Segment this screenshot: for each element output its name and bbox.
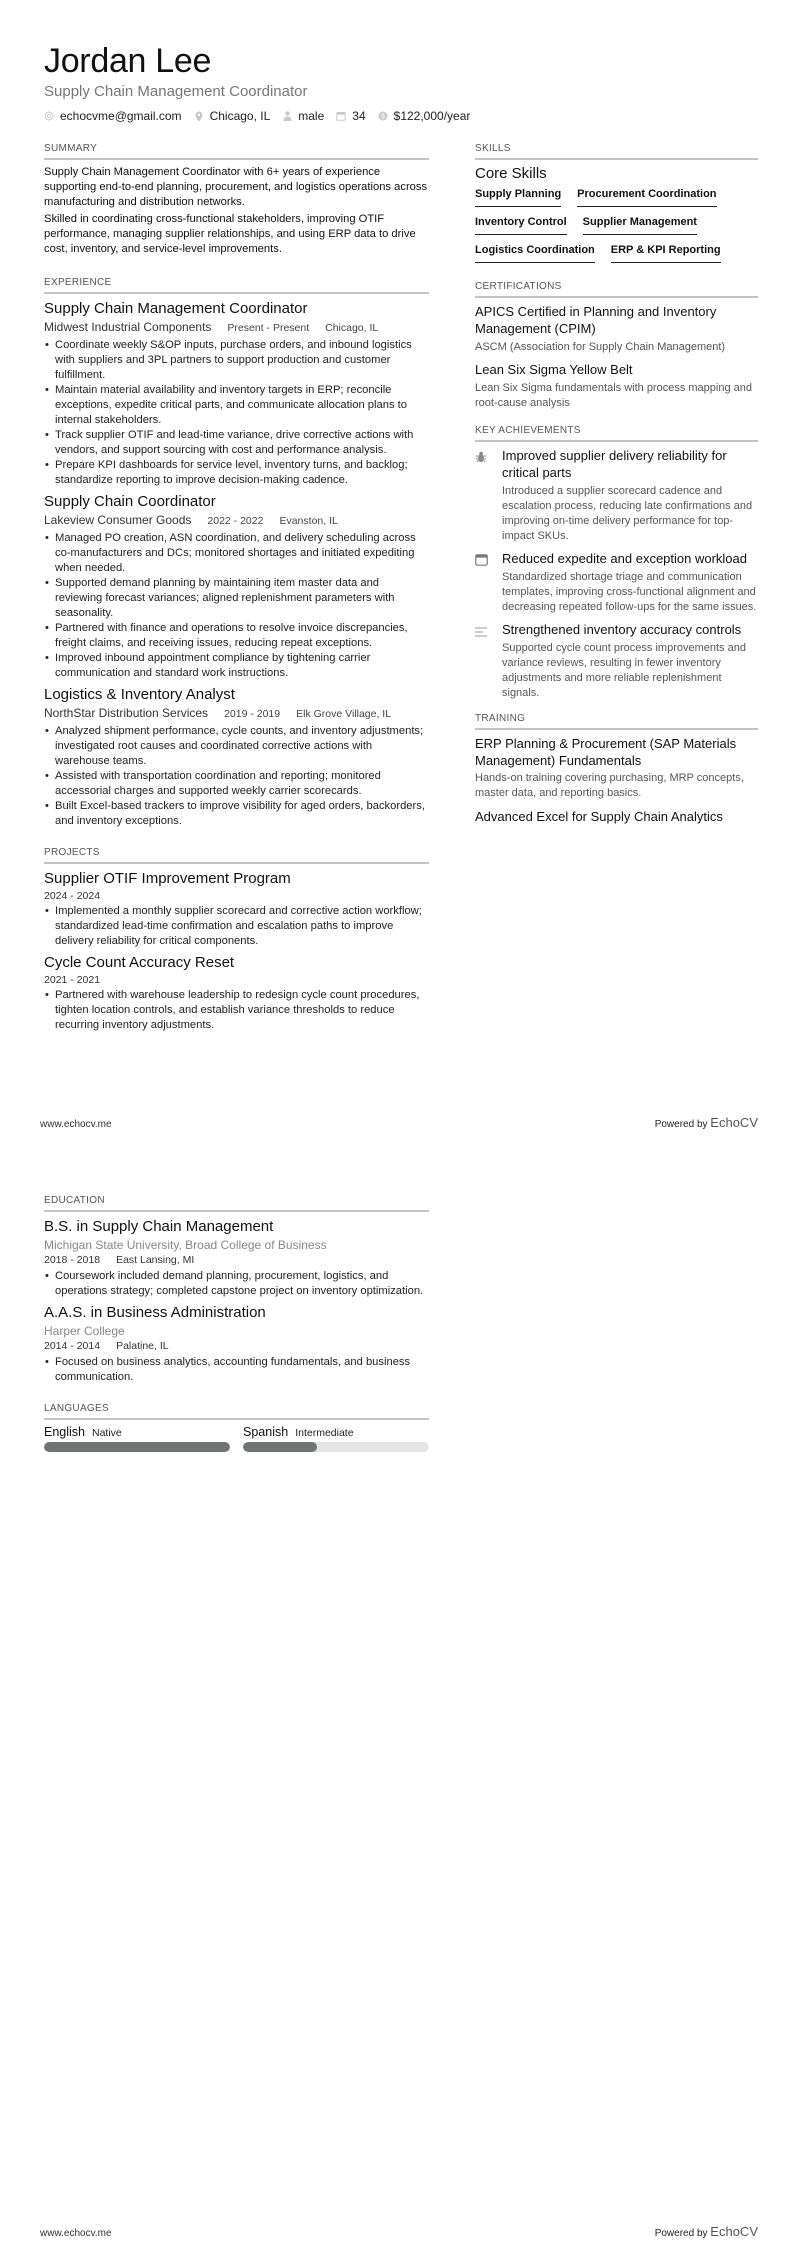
achievement-title: Improved supplier delivery reliability for critical parts: [502, 448, 727, 480]
brand-logo: EchoCV: [710, 2224, 758, 2239]
certification-description: Lean Six Sigma fundamentals with process mapping and root-cause analysis: [475, 382, 752, 409]
summary-paragraph: Skilled in coordinating cross-functional stakeholders, improving OTIF performance, managing supplier relationships, and using ERP data to drive cost, inventory, and service-level improvements.: [44, 213, 416, 255]
education-school: Michigan State University, Broad College of Business: [44, 1238, 327, 1252]
section-heading: EXPERIENCE: [44, 277, 429, 294]
language-name: Spanish: [243, 1425, 289, 1439]
language-proficiency-fill: [44, 1442, 230, 1452]
resume-page-2: [0, 1132, 794, 2246]
education-meta: [44, 1253, 429, 1268]
contact-age: 34: [336, 109, 365, 123]
candidate-title: Supply Chain Management Coordinator: [44, 83, 308, 100]
bullet-item: • Supported demand planning by maintaining item master data and reviewing forecast variances; aligned replenishment parameters with seasonality.: [44, 576, 429, 621]
education-section: [44, 1195, 429, 1385]
projects-section: [44, 847, 429, 1033]
bullet-item: • Partnered with warehouse leadership to redesign cycle count procedures, tighten location controls, and establish variance thresholds to reduce recurring inventory adjustments.: [44, 988, 429, 1033]
job-location: Elk Grove Village, IL: [296, 708, 392, 720]
certifications-section: [475, 281, 758, 411]
page-footer: [40, 2224, 758, 2239]
section-heading: CERTIFICATIONS: [475, 281, 758, 298]
bullet-item: • Improved inbound appointment compliance by tightening carrier communication and standard work instructions.: [44, 651, 429, 681]
certification-name: Lean Six Sigma Yellow Belt: [475, 362, 633, 377]
calendar-icon: [475, 550, 502, 615]
achievement-description: Introduced a supplier scorecard cadence and escalation process, reducing late confirmations and improving on-time delivery performance for top-impact SKUs.: [502, 485, 753, 542]
certification-name: APICS Certified in Planning and Inventory Management (CPIM): [475, 304, 717, 336]
language-level: Native: [92, 1427, 122, 1439]
experience-section: [44, 277, 429, 829]
job-bullets: [44, 338, 429, 488]
achievement-entry: [475, 550, 758, 615]
education-bullets: [44, 1355, 429, 1385]
job-dates: Present - Present: [227, 322, 310, 334]
certification-entry: [475, 303, 758, 355]
bullet-item: • Prepare KPI dashboards for service level, inventory turns, and backlog; standardize reporting to improve decision-making cadence.: [44, 458, 429, 488]
education-degree: A.A.S. in Business Administration: [44, 1304, 266, 1321]
section-heading: KEY ACHIEVEMENTS: [475, 425, 758, 442]
training-entry: [475, 808, 758, 825]
achievement-entry: [475, 447, 758, 544]
contact-email: echocvme@gmail.com: [44, 109, 182, 123]
job-location: Evanston, IL: [279, 515, 338, 527]
job-entry: [44, 685, 429, 829]
job-title: Supply Chain Coordinator: [44, 493, 216, 510]
achievement-description: Standardized shortage triage and communication templates, improving cross-functional alignment and decreasing repeated follow-ups for the same issues.: [502, 571, 757, 613]
location-pin-icon: [194, 111, 204, 121]
achievement-description: Supported cycle count process improvements and variance reviews, resulting in fewer inventory adjustments and more reliable replenishment signals.: [502, 642, 746, 699]
bullet-item: • Analyzed shipment performance, cycle counts, and inventory adjustments; investigated root causes and coordinated corrective actions with warehouse teams.: [44, 724, 429, 769]
contact-gender: male: [282, 109, 324, 123]
job-meta: [44, 705, 429, 723]
calendar-icon: [336, 111, 346, 121]
job-company: Lakeview Consumer Goods: [44, 513, 192, 527]
bullet-item: • Implemented a monthly supplier scorecard and corrective action workflow; standardized lead-time confirmation and escalation paths to improve delivery reliability for critical components.: [44, 904, 429, 949]
project-dates: 2024 - 2024: [44, 890, 101, 902]
brand-logo: EchoCV: [710, 1115, 758, 1130]
contact-location: Chicago, IL: [194, 109, 271, 123]
section-heading: TRAINING: [475, 713, 758, 730]
job-title: Logistics & Inventory Analyst: [44, 686, 235, 703]
footer-website-link[interactable]: www.echocv.me: [40, 1119, 112, 1130]
language-level: Intermediate: [295, 1427, 354, 1439]
job-entry: [44, 299, 429, 488]
skills-section: [475, 143, 758, 268]
achievement-title: Reduced expedite and exception workload: [502, 551, 748, 566]
languages-section: [44, 1403, 429, 1452]
job-entry: [44, 492, 429, 681]
certification-entry: [475, 361, 758, 411]
education-meta: [44, 1339, 429, 1354]
job-dates: 2019 - 2019: [224, 708, 281, 720]
person-icon: [282, 111, 292, 121]
bullet-item: • Track supplier OTIF and lead-time variance, drive corrective actions with vendors, and support sourcing with cost and performance analysis.: [44, 428, 429, 458]
job-location: Chicago, IL: [325, 322, 379, 334]
education-degree: B.S. in Supply Chain Management: [44, 1218, 274, 1235]
bullet-item: • Coordinate weekly S&OP inputs, purchase orders, and inbound logistics with suppliers and 3PL partners to support production and customer fulfillment.: [44, 338, 429, 383]
contact-salary: $ $122,000/year: [378, 109, 471, 123]
training-name: Advanced Excel for Supply Chain Analytics: [475, 809, 723, 824]
section-heading: LANGUAGES: [44, 1403, 429, 1420]
achievements-section: [475, 425, 758, 701]
page-footer: [40, 1115, 758, 1130]
job-meta: [44, 319, 429, 337]
skills-list: [475, 184, 758, 268]
job-bullets: [44, 724, 429, 829]
dollar-icon: [378, 111, 388, 121]
achievement-title: Strengthened inventory accuracy controls: [502, 622, 742, 637]
bullet-item: • Focused on business analytics, accounting fundamentals, and business communication.: [44, 1355, 429, 1385]
training-name: ERP Planning & Procurement (SAP Materials Management) Fundamentals: [475, 736, 737, 768]
education-entry: [44, 1303, 429, 1385]
job-bullets: [44, 531, 429, 681]
bullet-item: • Built Excel-based trackers to improve visibility for aged orders, backorders, and inventory exceptions.: [44, 799, 429, 829]
education-dates: 2018 - 2018: [44, 1254, 101, 1266]
education-dates: 2014 - 2014: [44, 1340, 101, 1352]
skill-tag: Logistics Coordination: [475, 240, 595, 263]
project-bullets: [44, 904, 429, 949]
job-company: Midwest Industrial Components: [44, 320, 212, 334]
training-section: [475, 713, 758, 825]
bullet-item: • Coursework included demand planning, procurement, logistics, and operations strategy; completed capstone project on inventory optimization.: [44, 1269, 429, 1299]
skill-tag: Inventory Control: [475, 212, 567, 235]
bullet-item: • Partnered with finance and operations to resolve invoice discrepancies, freight claims, and receiving issues, reducing repeat exceptions.: [44, 621, 429, 651]
footer-powered-by: Powered by EchoCV: [654, 1115, 758, 1130]
job-company: NorthStar Distribution Services: [44, 706, 209, 720]
skill-tag: ERP & KPI Reporting: [611, 240, 721, 263]
education-location: East Lansing, MI: [116, 1254, 195, 1266]
section-heading: EDUCATION: [44, 1195, 429, 1212]
svg-text:$: $: [380, 113, 385, 121]
training-entry: [475, 735, 758, 801]
language-entry: [243, 1425, 429, 1452]
list-icon: [475, 621, 502, 701]
training-description: Hands-on training covering purchasing, MRP concepts, master data, and reporting basics.: [475, 772, 744, 799]
bullet-item: • Assisted with transportation coordination and reporting; monitored accessorial charges and supported weekly carrier scorecards.: [44, 769, 429, 799]
project-title: Cycle Count Accuracy Reset: [44, 954, 235, 971]
certification-issuer: ASCM (Association for Supply Chain Management): [475, 341, 726, 353]
footer-website-link[interactable]: www.echocv.me: [40, 2228, 112, 2239]
footer-powered-by: Powered by EchoCV: [654, 2224, 758, 2239]
contact-row: [44, 109, 482, 123]
summary-section: [44, 143, 429, 257]
achievement-entry: [475, 621, 758, 701]
section-heading: PROJECTS: [44, 847, 429, 864]
education-bullets: [44, 1269, 429, 1299]
skill-tag: Supply Planning: [475, 184, 561, 207]
language-proficiency-bar: [243, 1442, 429, 1452]
language-proficiency-bar: [44, 1442, 230, 1452]
job-title: Supply Chain Management Coordinator: [44, 300, 308, 317]
bug-icon: [475, 447, 502, 544]
bullet-item: • Maintain material availability and inventory targets in ERP; reconcile exceptions, expedite critical parts, and communicate allocation plans to internal stakeholders.: [44, 383, 429, 428]
education-location: Palatine, IL: [116, 1340, 169, 1352]
project-entry: [44, 953, 429, 1033]
project-dates: 2021 - 2021: [44, 974, 101, 986]
language-entry: [44, 1425, 230, 1452]
education-entry: [44, 1217, 429, 1299]
project-entry: [44, 869, 429, 949]
right-column: [475, 143, 758, 825]
left-column: [44, 1195, 429, 1452]
job-dates: 2022 - 2022: [207, 515, 264, 527]
languages-list: [44, 1425, 429, 1452]
bullet-item: • Managed PO creation, ASN coordination, and delivery scheduling across co-manufacturers and DCs; monitored shortages and initiated expediting when needed.: [44, 531, 429, 576]
section-heading: SKILLS: [475, 143, 758, 160]
education-school: Harper College: [44, 1324, 125, 1338]
project-title: Supplier OTIF Improvement Program: [44, 870, 291, 887]
section-heading: SUMMARY: [44, 143, 429, 160]
summary-paragraph: Supply Chain Management Coordinator with 6+ years of experience supporting end-to-end planning, procurement, and logistics operations across manufacturing and distribution networks.: [44, 166, 428, 208]
skill-tag: Procurement Coordination: [577, 184, 716, 207]
at-icon: [44, 111, 54, 121]
project-bullets: [44, 988, 429, 1033]
language-name: English: [44, 1425, 85, 1439]
job-meta: [44, 512, 429, 530]
language-proficiency-fill: [243, 1442, 317, 1452]
skills-group-title: Core Skills: [475, 165, 547, 182]
skill-tag: Supplier Management: [583, 212, 697, 235]
candidate-name: Jordan Lee: [44, 42, 212, 80]
left-column: [44, 143, 429, 1035]
